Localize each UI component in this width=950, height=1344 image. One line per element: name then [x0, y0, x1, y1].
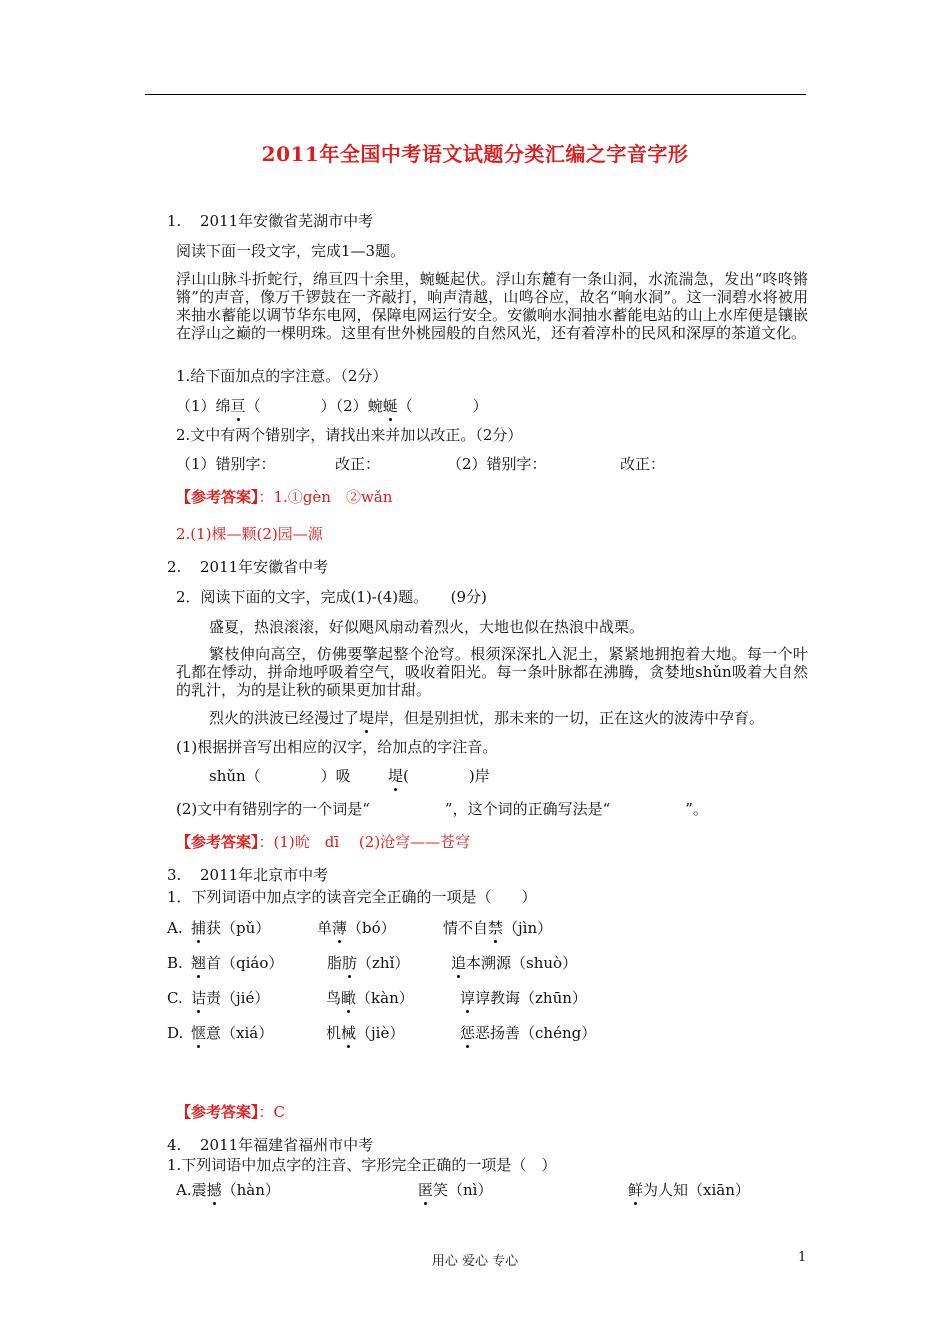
word-rest: 获（pǔ） — [206, 919, 271, 937]
dotted-char: 鲜 — [628, 1181, 644, 1199]
q1-number: 1. — [167, 212, 182, 230]
q3-option-c[interactable] — [167, 988, 587, 1008]
dotted-char: 翘 — [191, 954, 207, 972]
q1-sub2-d: 改正： — [620, 455, 666, 473]
dotted-char: 械 — [341, 1024, 357, 1042]
option-word-3 — [460, 1023, 596, 1043]
q2-p3-dot: 堤 — [359, 709, 375, 727]
q2-heading: 2011年安徽省中考 — [200, 558, 329, 576]
word-start: 震 — [191, 1181, 207, 1199]
q4-number: 4. — [167, 1136, 182, 1154]
option-word-1 — [191, 1023, 273, 1043]
option-label: B. — [167, 954, 183, 972]
dotted-char: 禁 — [488, 919, 504, 937]
q4-heading: 2011年福建省福州市中考 — [200, 1136, 374, 1154]
word-rest: （kàn） — [356, 989, 414, 1007]
word-rest: 谆教诲（zhūn） — [475, 989, 587, 1007]
q1-sub1-b-dot: 蜒 — [382, 397, 398, 415]
option-label: A. — [176, 1181, 192, 1199]
q1-sub2: 2.文中有两个错别字，请找出来并加以改正。（2分） — [176, 426, 523, 444]
q2-sub1-b — [388, 766, 490, 786]
q1-sub1-a-dot: 亘 — [230, 397, 246, 415]
q3-answer-label: 【参考答案】 — [176, 1103, 259, 1121]
q2-sub1-b-end: ( )岸 — [403, 767, 490, 785]
q3-number: 3. — [167, 866, 182, 884]
dotted-char: 追 — [451, 954, 467, 972]
word-rest: 责（jié） — [206, 989, 270, 1007]
dotted-char: 惬 — [191, 1024, 207, 1042]
dotted-char: 谆 — [460, 989, 476, 1007]
q1-sub1-a-end: （ ）（2）蜿 — [245, 397, 383, 415]
word-rest: （bó） — [347, 919, 396, 937]
option-label: A. — [167, 919, 183, 937]
option-word-3 — [628, 1180, 750, 1200]
page-number: 1 — [798, 1250, 807, 1265]
word-rest: 恶扬善（chéng） — [475, 1024, 597, 1042]
option-word-1 — [191, 988, 269, 1008]
option-label: C. — [167, 989, 183, 1007]
q4-question: 1.下列词语中加点字的注音、字形完全正确的一项是（ ） — [167, 1156, 557, 1174]
q2-p3-b: 岸，但是别担忧，那未来的一切，正在这火的波涛中孕育。 — [374, 709, 765, 727]
q1-sub2-b: 改正： — [335, 455, 381, 473]
option-word-2 — [317, 918, 396, 938]
q2-sub1: (1)根据拼音写出相应的汉字，给加点的字注音。 — [176, 738, 498, 756]
option-word-2 — [327, 953, 409, 973]
q3-option-a[interactable] — [167, 918, 553, 938]
word-rest: 意（xiá） — [206, 1024, 274, 1042]
word-rest: （jiè） — [356, 1024, 405, 1042]
word-start: 情不自 — [443, 919, 489, 937]
q2-p3 — [209, 708, 764, 728]
option-word-3 — [451, 953, 577, 973]
q1-answer-2: 2.(1)棵—颗(2)园—源 — [176, 525, 323, 543]
option-label: D. — [167, 1024, 184, 1042]
dotted-char: 匿 — [418, 1181, 434, 1199]
q2-answer-label: 【参考答案】 — [176, 833, 259, 851]
q3-heading: 2011年北京市中考 — [200, 866, 329, 884]
q1-heading: 2011年安徽省芜湖市中考 — [200, 212, 374, 230]
option-word-3 — [460, 988, 587, 1008]
dotted-char: 薄 — [332, 919, 348, 937]
option-word-2 — [326, 988, 414, 1008]
page-footer: 用心 爱心 专心 — [431, 1254, 519, 1269]
q1-answer-text: ：1.①gèn ②wǎn — [258, 488, 393, 506]
dotted-char: 瞰 — [341, 989, 357, 1007]
option-word-1 — [191, 918, 270, 938]
q2-answer-text: ：(1)吮 dī (2)沧穹——苍穹 — [258, 833, 471, 851]
q2-sub1-b-dot: 堤 — [388, 767, 404, 785]
header-rule — [145, 94, 806, 95]
q2-p1: 盛夏，热浪滚滚，好似飓风扇动着烈火，大地也似在热浪中战栗。 — [209, 618, 645, 636]
q3-question: 1．下列词语中加点字的读音完全正确的一项是（ ） — [167, 888, 537, 906]
q2-p3-a: 烈火的洪波已经漫过了 — [209, 709, 360, 727]
q3-answer — [176, 1102, 285, 1122]
q1-sub1-items — [176, 396, 488, 416]
word-start: 单 — [317, 919, 333, 937]
dotted-char: 撼 — [206, 1181, 222, 1199]
word-rest: （zhǐ） — [357, 954, 410, 972]
word-rest: （jìn） — [503, 919, 553, 937]
word-rest: 笑（nì） — [433, 1181, 493, 1199]
word-rest: 本溯源（shuò） — [466, 954, 578, 972]
word-rest: 为人知（xiān） — [643, 1181, 750, 1199]
dotted-char: 惩 — [460, 1024, 476, 1042]
q2-sub2: (2)文中有错别字的一个词是“ ”，这个词的正确写法是“ ”。 — [176, 800, 708, 818]
q1-sub1-b-end: （ ） — [397, 397, 488, 415]
q1-sub2-a: （1）错别字： — [176, 455, 276, 473]
q1-answer-label: 【参考答案】 — [176, 488, 259, 506]
q1-sub2-c: （2）错别字： — [447, 455, 547, 473]
word-start: 鸟 — [326, 989, 342, 1007]
option-word-2 — [418, 1180, 492, 1200]
q3-option-d[interactable] — [167, 1023, 597, 1043]
q2-intro: 2．阅读下面的文字，完成(1)-(4)题。 (9分) — [176, 588, 487, 606]
q2-sub1-a: shǔn（ ）吸 — [209, 767, 351, 785]
q2-number: 2. — [167, 558, 182, 576]
word-start: 机 — [326, 1024, 342, 1042]
q4-option-a[interactable] — [176, 1180, 750, 1200]
q1-answer — [176, 487, 392, 507]
word-rest: 首（qiáo） — [206, 954, 284, 972]
dotted-char: 肪 — [342, 954, 358, 972]
word-rest: （hàn） — [221, 1181, 280, 1199]
word-start: 脂 — [327, 954, 343, 972]
q3-answer-text: ：C — [258, 1103, 285, 1121]
dotted-char: 捕 — [191, 919, 207, 937]
q2-p2: 繁枝伸向高空，仿佛要擎起整个沧穹。根须深深扎入泥土，紧紧地拥抱着大地。每一个叶孔都在悸动，拼命地呼吸着空气，吸收着阳光。每一条叶脉都在沸腾，贪婪地shǔn吸着大自然的乳汁，为的是让秋的硕果更加甘甜。 — [176, 645, 808, 699]
option-word-2 — [326, 1023, 404, 1043]
q1-intro: 阅读下面一段文字，完成1—3题。 — [176, 242, 406, 260]
q1-sub1: 1.给下面加点的字注意。（2分） — [176, 367, 388, 385]
q1-passage: 浮山山脉斗折蛇行，绵亘四十余里，蜿蜒起伏。浮山东麓有一条山洞，水流湍急，发出“咚咚锵锵”的声音，像万千锣鼓在一齐敲打，响声清越，山鸣谷应，故名“响水洞”。这一洞碧水将被用来抽水蓄能以调节华东电网，保障电网运行安全。安徽响水洞抽水蓄能电站的山上水库便是镶嵌在浮山之巅的一棵明珠。这里有世外桃园般的自然风光，还有着淳朴的民风和深厚的茶道文化。 — [176, 270, 808, 342]
document-title: 2011年全国中考语文试题分类汇编之字音字形 — [261, 142, 689, 166]
dotted-char: 诘 — [191, 989, 207, 1007]
option-word-3 — [443, 918, 552, 938]
q3-option-b[interactable] — [167, 953, 578, 973]
option-word-1 — [191, 953, 283, 973]
q2-answer — [176, 832, 470, 852]
q1-sub1-a: （1）绵 — [176, 397, 231, 415]
